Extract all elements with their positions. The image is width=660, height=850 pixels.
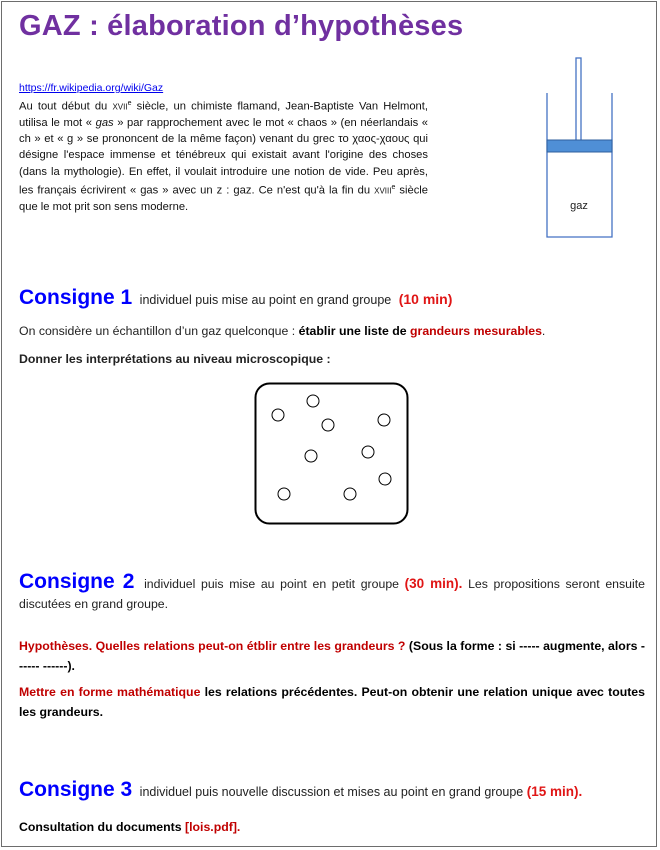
particle — [362, 446, 374, 458]
consigne2-hypotheses: Hypothèses. Quelles relations peut-on étblir entre les grandeurs ? (Sous la forme : si ----- augmente, alors ------ ------). — [19, 639, 646, 673]
piston-diagram — [540, 55, 620, 245]
particle — [272, 409, 284, 421]
consigne3-header — [19, 778, 582, 802]
consigne1-instruction: Donner les interprétations au niveau microscopique : — [19, 352, 331, 366]
consigne3-desc: individuel puis nouvelle discussion et mises au point en grand groupe — [139, 785, 524, 799]
consigne1-line: On considère un échantillon d’un gaz quelconque : établir une liste de grandeurs mesurables. — [19, 324, 546, 338]
page-title: GAZ : élaboration d’hypothèses — [19, 10, 464, 42]
consigne2-title: Consigne 2 — [19, 570, 135, 593]
particle — [305, 450, 317, 462]
consigne2-time: (30 min). — [404, 576, 463, 591]
particle — [278, 488, 290, 500]
gas-label: gaz — [570, 200, 588, 212]
particle — [379, 473, 391, 485]
consigne1-desc: individuel puis mise au point en grand groupe — [139, 293, 392, 307]
piston-head — [547, 140, 612, 152]
consigne2-math: Mettre en forme mathématique les relations précédentes. Peut-on obtenir une relation unique avec toutes les grandeurs. — [19, 685, 645, 719]
consigne3-time: (15 min). — [526, 784, 583, 799]
particle — [322, 419, 334, 431]
particle — [344, 488, 356, 500]
particle — [307, 395, 319, 407]
lois-pdf-reference: [lois.pdf]. — [185, 820, 241, 834]
consigne3-title: Consigne 3 — [19, 778, 133, 801]
piston-rod — [576, 58, 581, 143]
particle — [378, 414, 390, 426]
consigne1-time: (10 min) — [398, 291, 453, 307]
consigne3-consult: Consultation du documents [lois.pdf]. — [19, 820, 241, 834]
gas-particles-box — [254, 382, 410, 527]
particles-container — [256, 384, 408, 524]
intro-paragraph: Au tout début du xvii$^e$ siècle, un chimiste flamand, Jean-Baptiste Van Helmont, utilisa le mot « gas » par rapprochement avec le mot « chaos » (en néerlandais « ch » et « g » se prononcent de la même façon) venant du grec το χαος-χαους qui désigne l'espace immense et ténébreux qui existait avant l'origine des choses (dans la mythologie). En effet, il voulait introduire une notion de vide. Peu après, les français écrivirent « gas » avec un z : gaz. Ce n'est qu'à la fin du xviii$^e$ siècle que le mot prit son sens moderne. — [19, 100, 428, 213]
consigne2-header: Consigne 2 individuel puis mise au point en petit groupe (30 min). Les propositions seront ensuite discutées en grand groupe. — [19, 570, 645, 611]
wikipedia-link[interactable]: https://fr.wikipedia.org/wiki/Gaz — [19, 82, 164, 94]
consigne1-header — [19, 286, 452, 310]
consigne1-title: Consigne 1 — [19, 286, 133, 309]
